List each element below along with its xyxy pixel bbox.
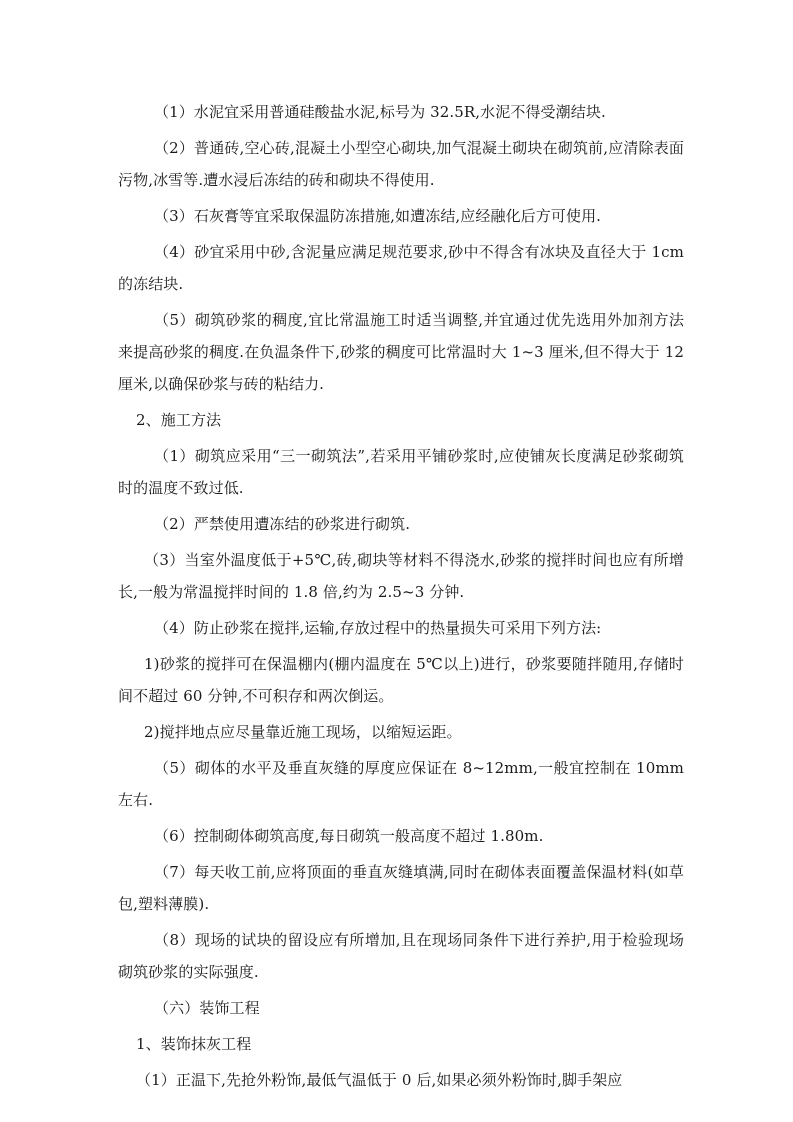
paragraph-outdoor-temperature: （3）当室外温度低于+5℃,砖,砌块等材料不得浇水,砂浆的搅拌时间也应有所增长,一般为常温搅拌时间的 1.8 倍,约为 2.5~3 分钟. [118, 551, 684, 601]
paragraph-test-blocks: （8）现场的试块的留设应有所增加,且在现场同条件下进行养护,用于检验现场砌筑砂浆的实际强度. [118, 931, 684, 981]
paragraph-mortar-consistency: （5）砌筑砂浆的稠度,宜比常温施工时适当调整,并宜通过优先选用外加剂方法来提高砂浆的稠度.在负温条件下,砂浆的稠度可比常温时大 1~3 厘米,但不得大于 12 厘米,以确保砂浆与砖的粘结力. [118, 311, 684, 393]
paragraph-mixing-location: 2)搅拌地点应尽量靠近施工现场，以缩短运距。 [144, 723, 462, 741]
paragraph-bricks: （2）普通砖,空心砖,混凝土小型空心砌块,加气混凝土砌块在砌筑前,应清除表面污物,冰雪等.遭水浸后冻结的砖和砌块不得使用. [118, 139, 684, 189]
paragraph-daily-cover: （7）每天收工前,应将顶面的垂直灰缝填满,同时在砌体表面覆盖保温材料(如草包,塑料薄膜). [118, 863, 684, 913]
paragraph-exterior-finishing: （1）正温下,先抢外粉饰,最低气温低于 0 后,如果必须外粉饰时,脚手架应 [136, 1071, 623, 1089]
paragraph-lime-paste: （3）石灰膏等宜采取保温防冻措施,如遭冻结,应经融化后方可使用. [154, 207, 602, 225]
section-heading-construction-method: 2、施工方法 [136, 411, 222, 429]
section-heading-decoration: （六）装饰工程 [154, 999, 260, 1017]
paragraph-masonry-method: （1）砌筑应采用“三一砌筑法”,若采用平铺砂浆时,应使铺灰长度满足砂浆砌筑时的温度不致过低. [118, 447, 684, 497]
paragraph-cement: （1）水泥宜采用普通硅酸盐水泥,标号为 32.5R,水泥不得受潮结块. [154, 103, 606, 121]
paragraph-masonry-height: （6）控制砌体砌筑高度,每日砌筑一般高度不超过 1.80m. [154, 827, 544, 845]
paragraph-mixing-shed: 1)砂浆的搅拌可在保温棚内(棚内温度在 5℃以上)进行，砂浆要随拌随用,存储时间不超过 60 分钟,不可积存和两次倒运。 [118, 655, 684, 705]
subsection-heading-plastering: 1、装饰抹灰工程 [136, 1035, 252, 1053]
paragraph-sand: （4）砂宜采用中砂,含泥量应满足规范要求,砂中不得含有冰块及直径大于 1cm 的冻结块. [118, 243, 684, 293]
paragraph-heat-loss: （4）防止砂浆在搅拌,运输,存放过程中的热量损失可采用下列方法: [154, 619, 602, 637]
document-body [118, 96, 684, 1096]
paragraph-frozen-mortar: （2）严禁使用遭冻结的砂浆进行砌筑. [154, 515, 411, 533]
paragraph-mortar-joints: （5）砌体的水平及垂直灰缝的厚度应保证在 8~12mm,一般宜控制在 10mm 左右. [118, 759, 684, 809]
